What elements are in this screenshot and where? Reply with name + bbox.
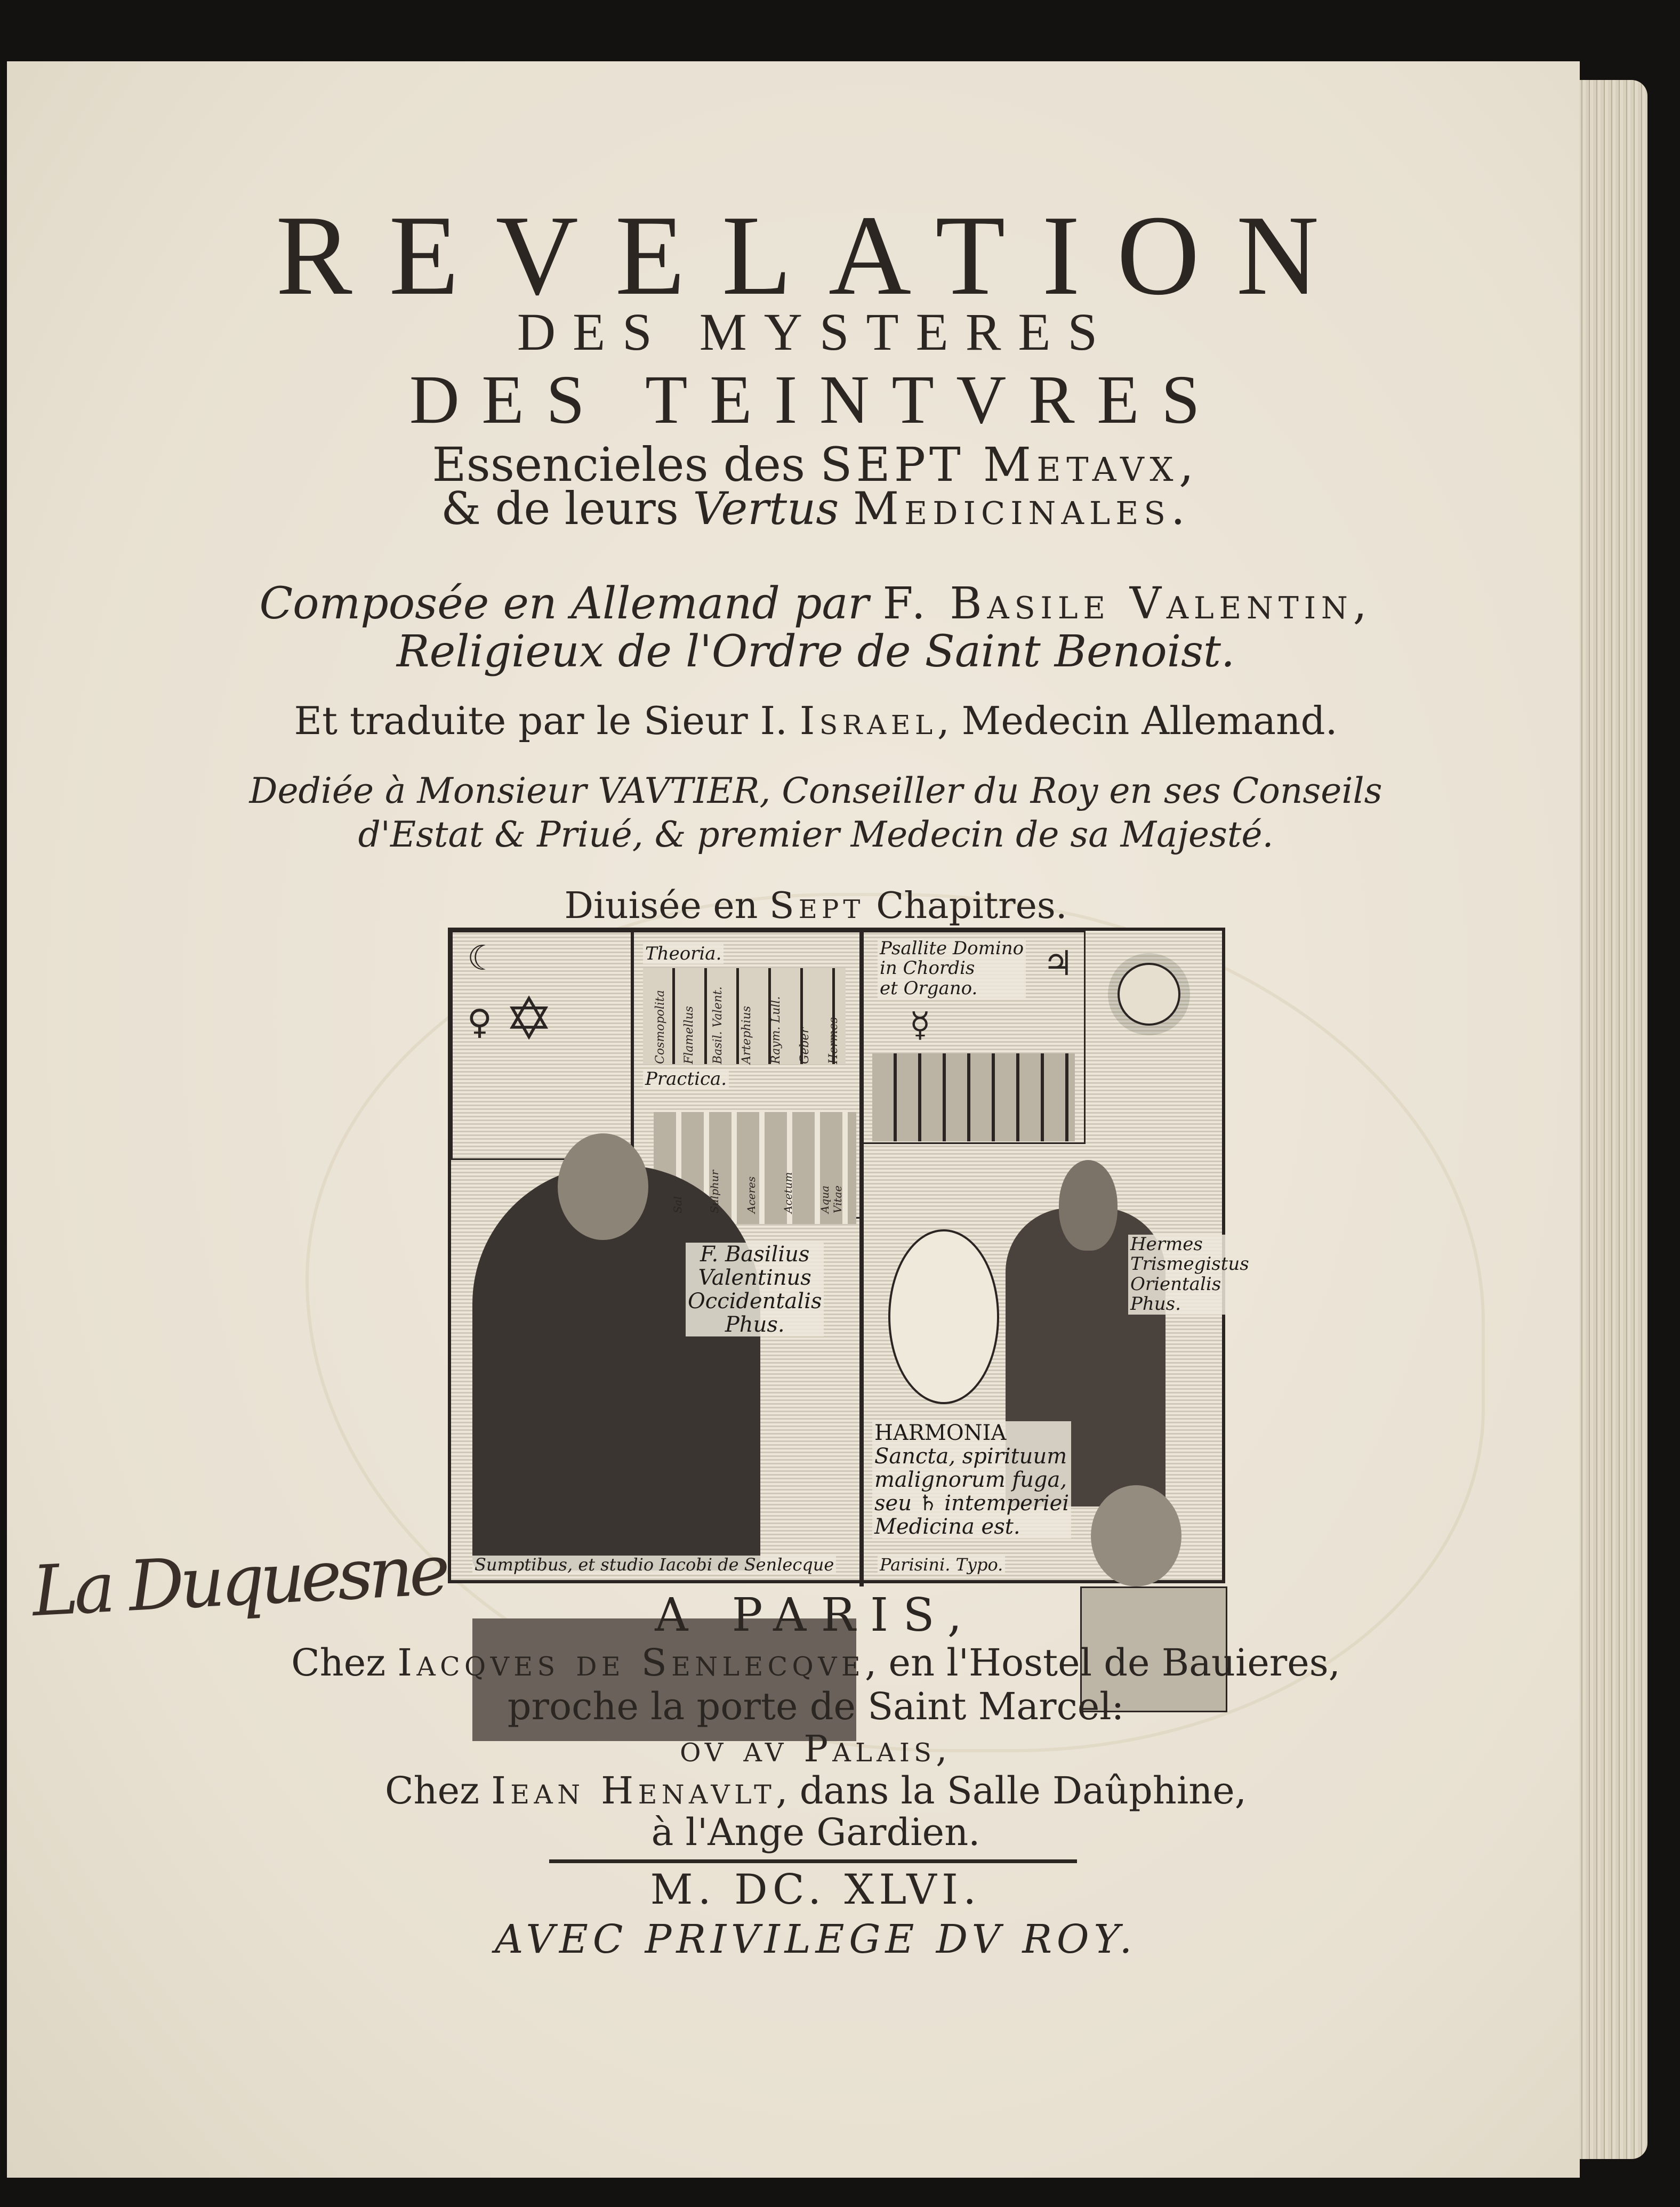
text: in Chordis <box>880 957 975 979</box>
text: Essencieles des <box>432 437 821 492</box>
text: F. Basilius <box>700 1242 810 1267</box>
title-revelation: REVELATION <box>276 191 1356 319</box>
book-spine: Raym. Lull. <box>769 996 783 1064</box>
book-spine: Artephius <box>740 1005 754 1064</box>
text: Chapitres. <box>864 885 1067 927</box>
imprint-line-3: ov av Palais, <box>680 1728 952 1770</box>
title-mysteres: DES MYSTERES <box>517 302 1115 361</box>
imprint-line-1 <box>0 1641 1631 1685</box>
text: Vertus <box>693 482 854 535</box>
handwritten-signature: La Duquesne <box>30 1529 448 1632</box>
imprint-line-2: proche la porte de Saint Marcel: <box>507 1685 1124 1728</box>
label-sumptibus: Sumptibus, et studio Iacobi de Senlecque <box>472 1556 836 1574</box>
label-psallite <box>878 939 1026 998</box>
monk-head <box>558 1133 648 1240</box>
author-order: Religieux de l'Ordre de Saint Benoist. <box>396 626 1235 677</box>
bottle-label: Aceres <box>744 1176 758 1213</box>
title-line-medicinales <box>0 482 1631 535</box>
mercury-icon: ☿ <box>910 1005 931 1045</box>
hermes-head <box>1059 1160 1118 1251</box>
text: , en l'Hostel de Bauieres, <box>865 1641 1340 1685</box>
translator-line <box>0 698 1631 743</box>
text: Phus. <box>725 1312 785 1337</box>
text: , Medecin Allemand. <box>937 698 1338 743</box>
text: Diuisée en <box>564 885 770 927</box>
text: seu ♄ intemperiei <box>874 1491 1070 1516</box>
label-parisini: Parisini. Typo. <box>878 1556 1005 1574</box>
bottle-label: Sal <box>671 1196 684 1213</box>
book-spines <box>646 973 848 1064</box>
text: Medicinales. <box>853 482 1191 535</box>
text: Sancta, spirituum <box>874 1444 1067 1469</box>
imprint-city: A PARIS, <box>655 1589 977 1642</box>
label-practica: Practica. <box>643 1069 729 1089</box>
viol-instrument <box>888 1229 999 1404</box>
divider-rule <box>549 1859 1077 1863</box>
text: Metavx, <box>983 437 1200 492</box>
title-teintures: DES TEINTVRES <box>409 361 1223 438</box>
text: Medicina est. <box>874 1515 1020 1539</box>
text: Chez <box>385 1769 492 1813</box>
text: SEPT <box>820 437 983 492</box>
text: Orientalis <box>1130 1273 1221 1295</box>
text: Psallite Domino <box>880 938 1024 959</box>
venus-icon: ♀ <box>467 1003 492 1042</box>
bottle-labels <box>659 1155 856 1213</box>
engraving-illustration <box>448 928 1249 1583</box>
book-spine: Geber <box>798 1027 812 1064</box>
text: & de leurs <box>441 482 693 535</box>
book-spine: Basil. Valent. <box>711 986 725 1064</box>
text: et Organo. <box>880 977 978 999</box>
bottle-label: Acetum <box>782 1172 795 1213</box>
translator-name: Israel <box>799 698 937 743</box>
text: Chez <box>291 1641 398 1685</box>
book-spine: Flamellus <box>682 1006 696 1064</box>
sun-icon <box>1118 963 1180 1026</box>
publisher-name: Iacqves de Senlecqve <box>397 1641 865 1685</box>
text: Composée en Allemand par <box>259 578 883 629</box>
alembic-flask <box>1091 1485 1181 1586</box>
author-line <box>0 578 1631 629</box>
author-name: F. Basile Valentin, <box>882 578 1372 629</box>
bookseller-name: Iean Henavlt <box>491 1769 776 1813</box>
label-harmonia <box>872 1421 1071 1539</box>
dedication-line-2: d'Estat & Priué, & premier Medecin de sa Majesté. <box>358 814 1274 855</box>
book-spine: Hermes <box>827 1017 841 1064</box>
text: Occidentalis <box>688 1289 822 1314</box>
organ-pipes <box>872 1053 1075 1141</box>
division-line <box>0 885 1631 927</box>
bottle-label: Sulphur <box>708 1170 721 1213</box>
text: Phus. <box>1130 1293 1181 1315</box>
text: Hermes <box>1130 1234 1203 1255</box>
privilege-line: AVEC PRIVILEGE DV ROY. <box>494 1916 1137 1962</box>
publication-year: M. DC. XLVI. <box>650 1866 982 1914</box>
hexagram-icon: ✡ <box>504 985 554 1053</box>
text: Et traduite par le Sieur I. <box>294 698 800 743</box>
label-theoria: Theoria. <box>643 944 724 964</box>
jupiter-icon: ♃ <box>1043 944 1074 984</box>
label-hermes <box>1128 1235 1251 1315</box>
text: HARMONIA <box>874 1421 1007 1445</box>
imprint-line-5: à l'Ange Gardien. <box>651 1810 980 1854</box>
bottle-label: Aqua Vitae <box>818 1185 845 1213</box>
moon-icon: ☾ <box>467 939 498 978</box>
text: malignorum fuga, <box>874 1468 1067 1492</box>
text: , dans la Salle Daûphine, <box>776 1769 1247 1813</box>
divider <box>859 931 864 1586</box>
book-spine: Cosmopolita <box>653 990 667 1064</box>
text: Valentinus <box>698 1266 811 1290</box>
text: Sept <box>769 885 865 927</box>
text: Trismegistus <box>1130 1253 1249 1275</box>
label-basilius <box>686 1243 824 1336</box>
imprint-line-4 <box>0 1769 1631 1813</box>
dedication-line-1: Dediée à Monsieur VAVTIER, Conseiller du Roy en ses Conseils <box>249 770 1382 811</box>
